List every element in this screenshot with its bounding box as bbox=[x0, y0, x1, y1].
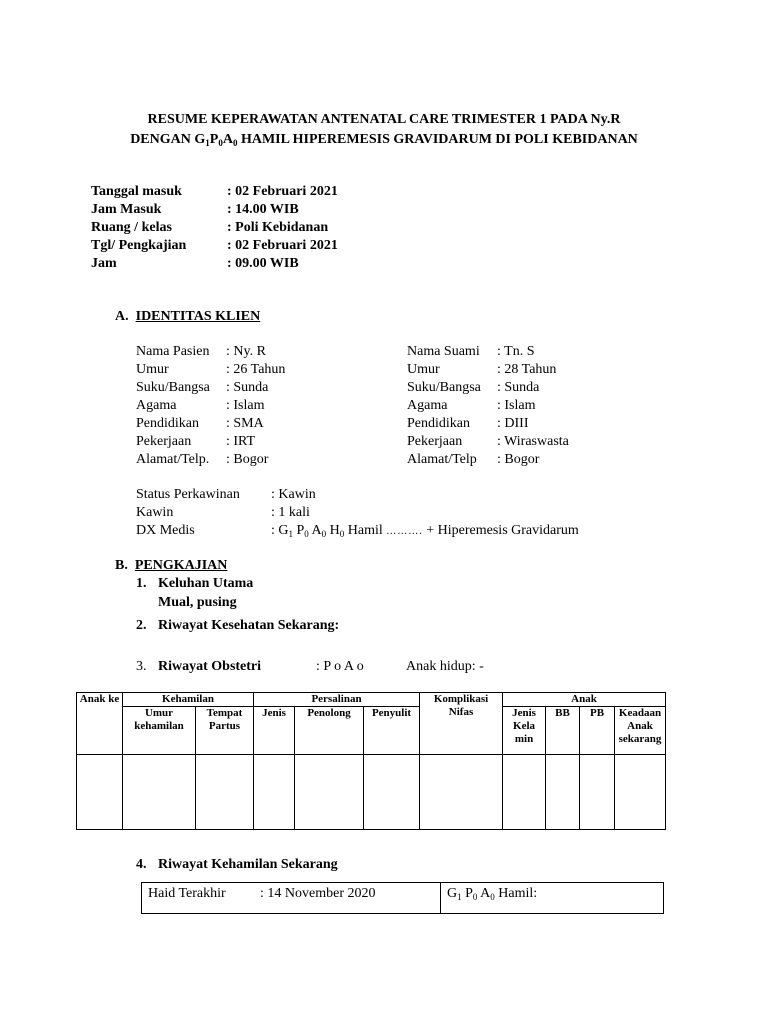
dx-medis-row: DX Medis : $G_1$ $P_0$ $A_0$ $H_0$ Hamil ………. + Hiperemesis Gravidarum bbox=[136, 523, 579, 539]
patient-row: Umur : 26 Tahun bbox=[136, 362, 286, 377]
admission-row-tanggal-masuk: Tanggal masuk : 02 Februari 2021 bbox=[91, 184, 338, 199]
husband-row: Nama Suami : Tn. S bbox=[407, 344, 535, 359]
section-b-heading: B. PENGKAJIAN bbox=[115, 558, 228, 573]
husband-identity bbox=[407, 343, 569, 469]
table-cell bbox=[196, 755, 254, 830]
husband-row: Pendidikan : DIII bbox=[407, 416, 529, 431]
table-cell bbox=[420, 755, 503, 830]
current-pregnancy-table bbox=[141, 882, 664, 914]
col-tempat-partus: Tempat Partus bbox=[196, 707, 254, 755]
gpa-cell: $G_1$ $P_0$ $A_0$ Hamil: bbox=[441, 883, 664, 914]
col-komplikasi-nifas: Komplikasi Nifas bbox=[420, 693, 503, 755]
table-cell bbox=[546, 755, 580, 830]
patient-row: Nama Pasien : Ny. R bbox=[136, 344, 266, 359]
marital-info bbox=[136, 486, 579, 541]
patient-row: Suku/Bangsa : Sunda bbox=[136, 380, 269, 395]
item-4-riwayat-kehamilan: 4. Riwayat Kehamilan Sekarang bbox=[136, 857, 338, 872]
table-cell bbox=[580, 755, 615, 830]
admission-row-jam-masuk: Jam Masuk : 14.00 WIB bbox=[91, 202, 299, 217]
item-3-riwayat-obstetri: 3. Riwayat Obstetri bbox=[136, 659, 262, 674]
col-anak: Anak bbox=[503, 693, 666, 707]
marital-row-status: Status Perkawinan : Kawin bbox=[136, 487, 316, 502]
col-keadaan-anak: Keadaan Anak sekarang bbox=[615, 707, 666, 755]
patient-row: Agama : Islam bbox=[136, 398, 265, 413]
table-cell bbox=[615, 755, 666, 830]
col-anak-ke: Anak ke bbox=[77, 693, 123, 755]
item-1-keluhan-utama: 1. Keluhan Utama bbox=[136, 576, 254, 591]
col-pb: PB bbox=[580, 707, 615, 755]
patient-identity bbox=[136, 343, 285, 469]
table-cell bbox=[254, 755, 295, 830]
col-kehamilan: Kehamilan bbox=[123, 693, 254, 707]
section-a-heading: A. IDENTITAS KLIEN bbox=[115, 309, 261, 324]
haid-terakhir-cell: Haid Terakhir : 14 November 2020 bbox=[142, 883, 441, 914]
husband-row: Suku/Bangsa : Sunda bbox=[407, 380, 540, 395]
marital-row-kawin: Kawin : 1 kali bbox=[136, 505, 310, 520]
patient-row: Alamat/Telp. : Bogor bbox=[136, 452, 269, 467]
admission-row-jam: Jam : 09.00 WIB bbox=[91, 256, 299, 271]
patient-row: Pekerjaan : IRT bbox=[136, 434, 256, 449]
table-cell bbox=[295, 755, 364, 830]
patient-row: Pendidikan : SMA bbox=[136, 416, 264, 431]
item-1-value: Mual, pusing bbox=[158, 595, 237, 610]
table-row bbox=[142, 883, 664, 914]
admission-row-tgl-pengkajian: Tgl/ Pengkajian : 02 Februari 2021 bbox=[91, 238, 338, 253]
table-cell bbox=[77, 755, 123, 830]
col-jenis-kelamin: Jenis Kela min bbox=[503, 707, 546, 755]
item-2-riwayat-kesehatan: 2. Riwayat Kesehatan Sekarang: bbox=[136, 618, 340, 633]
husband-row: Alamat/Telp : Bogor bbox=[407, 452, 540, 467]
col-jenis: Jenis bbox=[254, 707, 295, 755]
husband-row: Umur : 28 Tahun bbox=[407, 362, 557, 377]
table-cell bbox=[503, 755, 546, 830]
obstetric-history-table bbox=[76, 692, 666, 830]
col-umur-kehamilan: Umur kehamilan bbox=[123, 707, 196, 755]
col-persalinan: Persalinan bbox=[254, 693, 420, 707]
table-cell bbox=[364, 755, 420, 830]
document-title-line1: RESUME KEPERAWATAN ANTENATAL CARE TRIMESTER 1 PADA Ny.R bbox=[147, 112, 621, 127]
table-cell bbox=[123, 755, 196, 830]
col-penolong: Penolong bbox=[295, 707, 364, 755]
col-penyulit: Penyulit bbox=[364, 707, 420, 755]
col-bb: BB bbox=[546, 707, 580, 755]
document-title-line2: DENGAN $G_1P_0A_0$ HAMIL HIPEREMESIS GRAVIDARUM DI POLI KEBIDANAN bbox=[130, 132, 638, 148]
obstetri-poa: : P o A o bbox=[316, 659, 364, 674]
table-row bbox=[77, 755, 666, 830]
admission-info bbox=[91, 183, 338, 273]
admission-row-ruang: Ruang / kelas : Poli Kebidanan bbox=[91, 220, 329, 235]
husband-row: Agama : Islam bbox=[407, 398, 536, 413]
husband-row: Pekerjaan : Wiraswasta bbox=[407, 434, 569, 449]
obstetri-anak-hidup: Anak hidup: - bbox=[406, 659, 484, 674]
